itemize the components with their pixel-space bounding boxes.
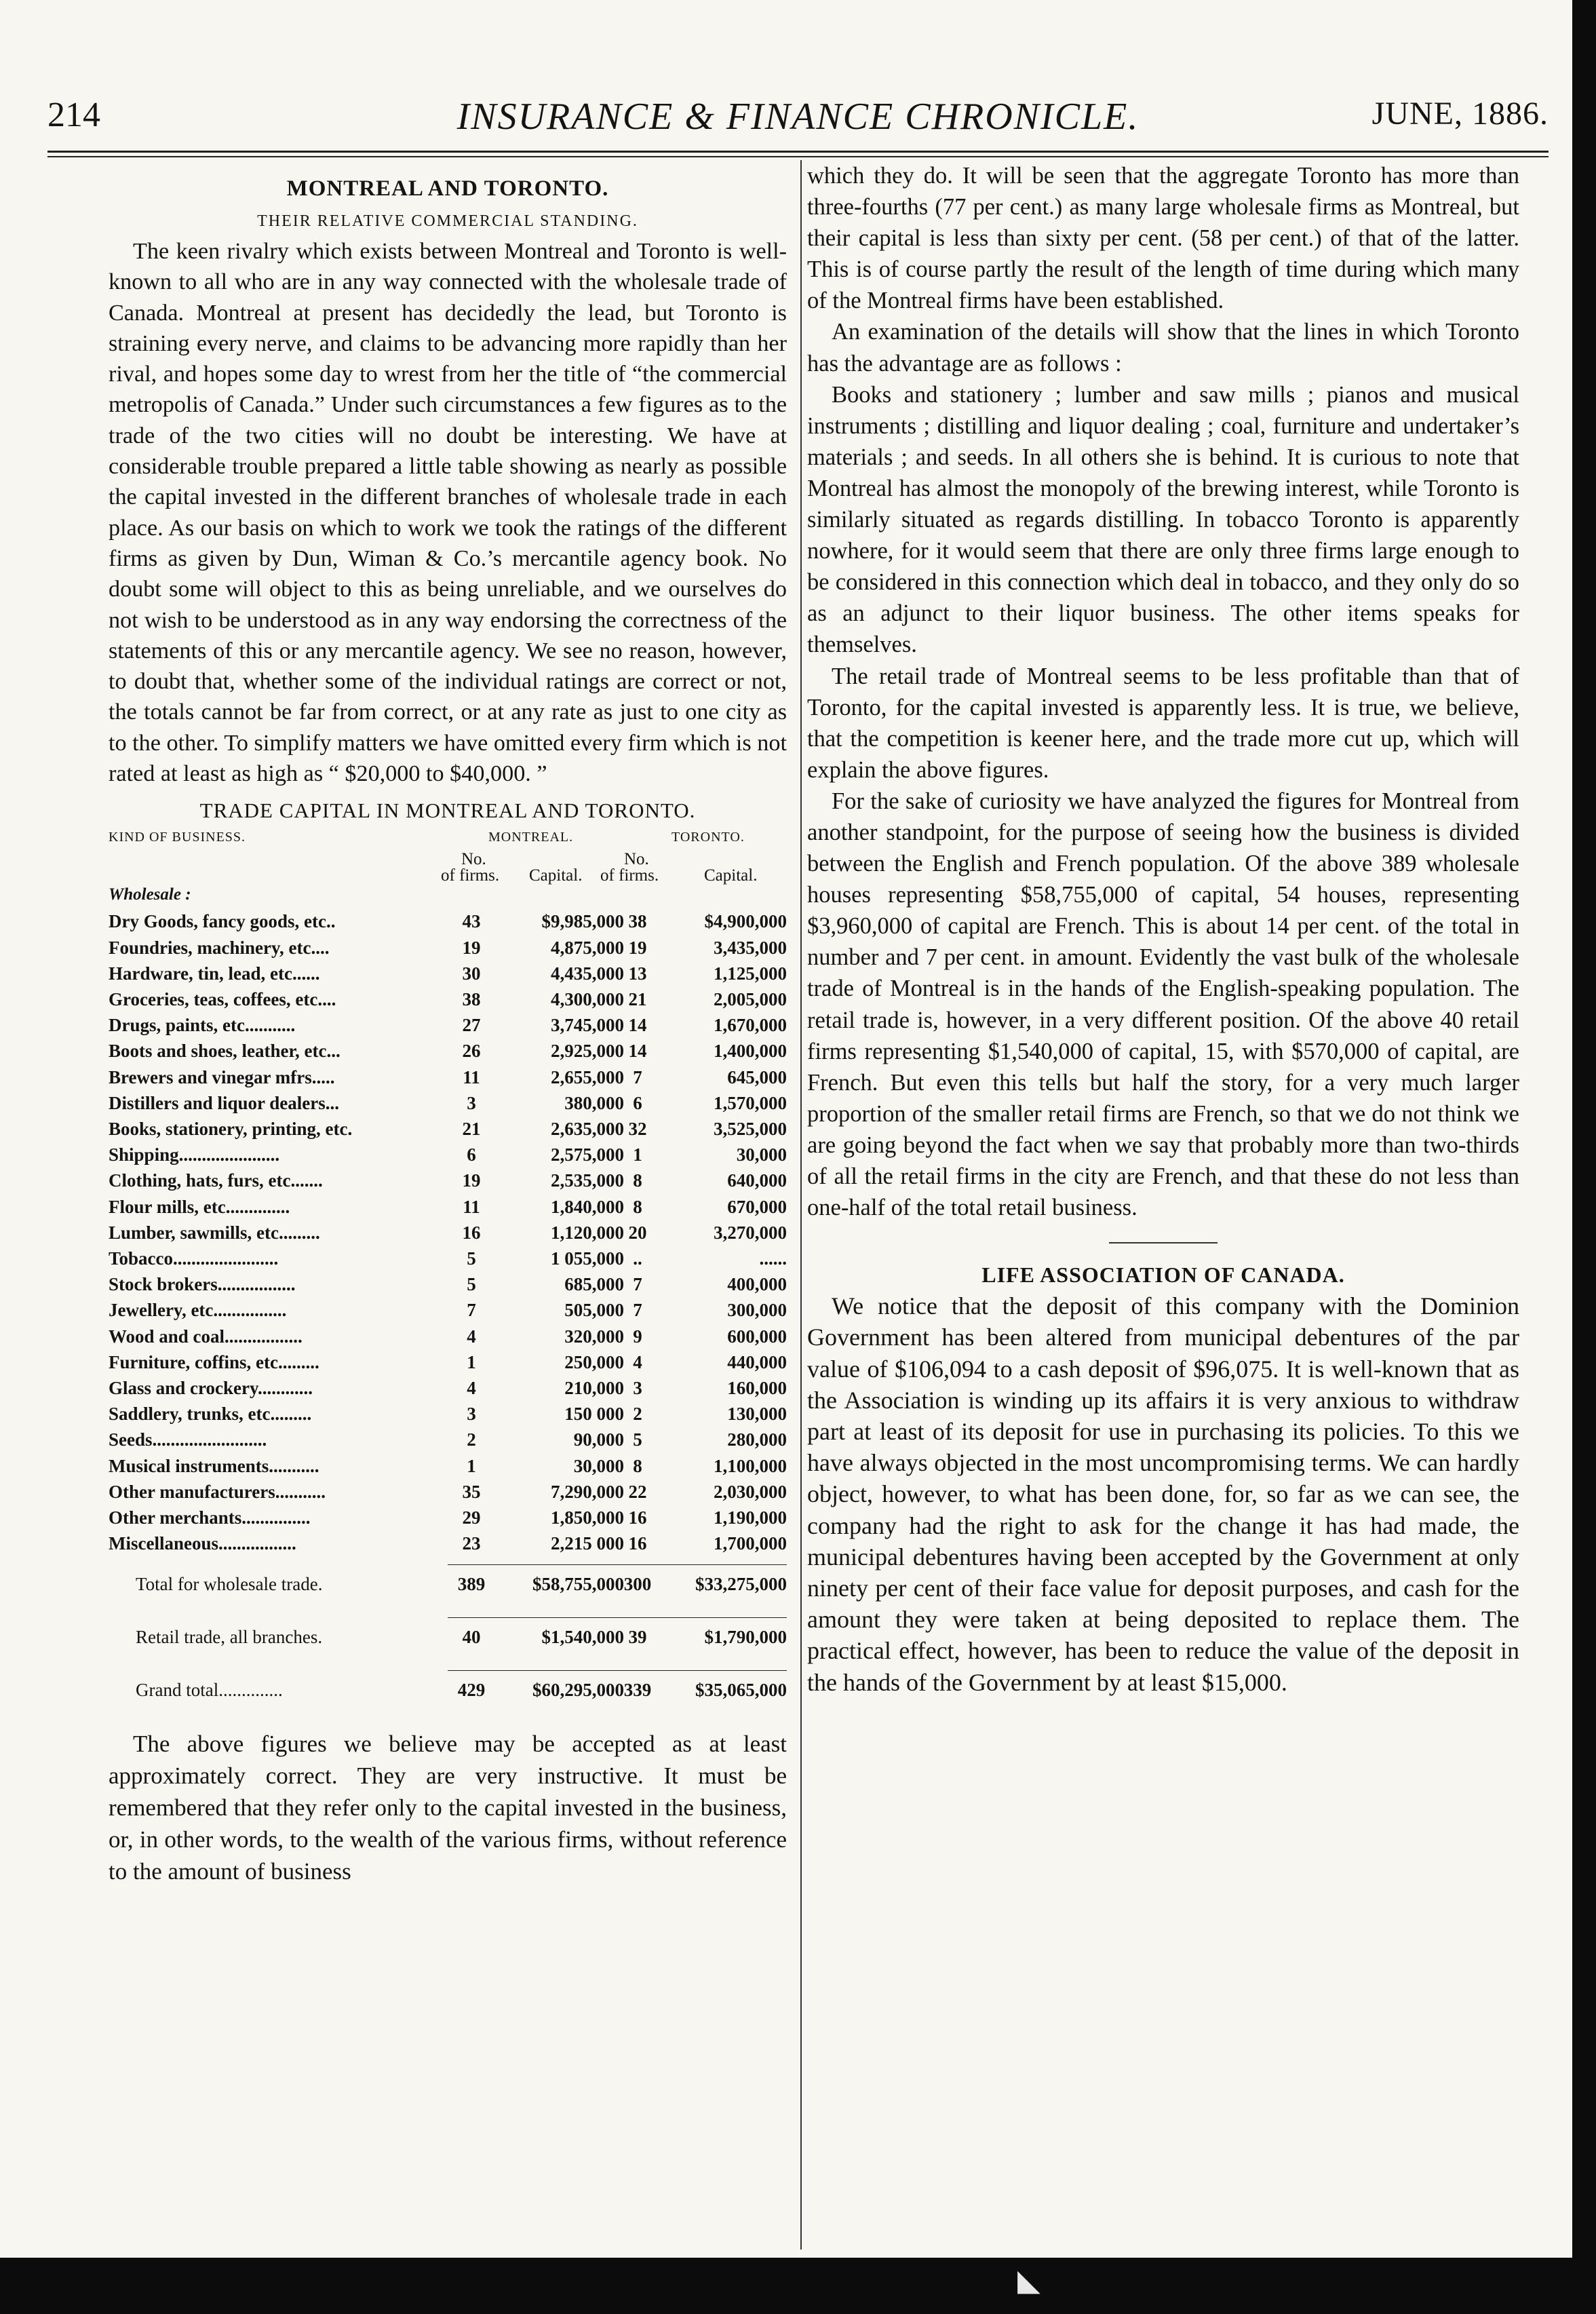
cell-m-capital: 150 000 [564,1404,624,1425]
total-cell-kind: Retail trade, all branches. [136,1627,323,1648]
cell-m-firms: 43 [462,911,481,932]
table-row [109,1326,787,1352]
right-paragraph-1: which they do. It will be seen that the aggregate Toronto has more than three-fourths (77 per cent.) as many large wholesale firms as Montreal, but their capital is less than sixty per cent. (58 per cent.) of that of the latter. This is of course partly the result of the length of time during which many of the Montreal firms have been established. [807,163,1519,314]
section-divider [1109,1242,1218,1243]
table-row [109,1067,787,1093]
article2-title: LIFE ASSOCIATION OF CANADA. [981,1262,1345,1288]
cell-kind: Stock brokers................. [109,1274,296,1295]
total-cell-m-capital: $58,755,000 [532,1574,624,1595]
cell-m-firms: 5 [467,1248,476,1269]
cell-kind: Dry Goods, fancy goods, etc.. [109,911,336,932]
cell-t-capital: $4,900,000 [704,911,787,932]
cell-t-firms: 7 [633,1066,642,1087]
cell-m-firms: 30 [462,963,481,984]
cell-t-firms: 2 [633,1404,642,1425]
cell-kind: Wood and coal................. [109,1326,303,1347]
total-row [109,1574,787,1601]
total-cell-t-capital: $35,065,000 [695,1680,787,1701]
cell-kind: Musical instruments........... [109,1455,319,1476]
table-row [109,1015,787,1041]
cell-m-capital: 2,635,000 [551,1118,624,1139]
cell-m-firms: 11 [463,1196,480,1217]
right-paragraph-4: The retail trade of Montreal seems to be less profitable than that of Toronto, for the capital invested is apparently less. It is true, we believe, that the competition is keener here, and the trade more cut up, which will explain the above figures. [807,663,1519,783]
cell-kind: Clothing, hats, furs, etc....... [109,1170,323,1191]
table-row [109,1248,787,1274]
cell-kind: Books, stationery, printing, etc. [109,1118,353,1139]
cell-m-capital: 90,000 [573,1429,624,1450]
wholesale-section-label: Wholesale : [109,885,191,904]
cell-m-capital: 2,925,000 [551,1041,624,1062]
cell-t-capital: 600,000 [727,1326,787,1347]
table-row [109,1507,787,1533]
total-cell-t-firms: 300 [623,1574,652,1595]
article-subtitle: THEIR RELATIVE COMMERCIAL STANDING. [257,212,638,230]
article-title: MONTREAL AND TORONTO. [286,176,609,201]
cell-t-capital: 670,000 [727,1196,787,1217]
issue-date: JUNE, 1886. [1371,96,1549,132]
total-cell-t-capital: $1,790,000 [704,1627,787,1648]
cell-t-firms: 20 [628,1222,647,1243]
cell-m-capital: 3,745,000 [551,1015,624,1036]
cell-kind: Flour mills, etc.............. [109,1196,290,1217]
cell-m-firms: 4 [467,1377,476,1398]
cell-t-capital: 130,000 [727,1404,787,1425]
table-row [109,1197,787,1222]
cell-t-capital: 3,270,000 [714,1222,787,1243]
cell-m-capital: 2,535,000 [551,1170,624,1191]
cell-t-firms: 32 [628,1118,647,1139]
cell-m-capital: $9,985,000 [541,911,624,932]
article2-body: We notice that the deposit of this company with the Dominion Government has been altered from municipal debentures of the par value of $106,094 to a cash deposit of $96,075. It is well-known that as the Association is winding up its affairs it is very anxious to withdraw part at least of its deposit for use in purchasing its policies. To this we have always objected in the most uncompromising terms. We can hardly object, however, to what has been done, for, so far as we can see, the company had the right to ask for the change it has had made, the municipal debentures having been accepted by the Government at only ninety per cent of their face value for deposit purposes, and cash for the amount they were taken at being deposited to replace them. The practical effect, however, has been to reduce the value of the deposit in the hands of the Government by at least $15,000. [807,1292,1519,1696]
table-row [109,1456,787,1482]
cell-m-firms: 5 [467,1274,476,1295]
cell-kind: Jewellery, etc................ [109,1300,287,1321]
cell-t-capital: 30,000 [736,1144,787,1165]
table-row [109,1222,787,1248]
total-cell-m-firms: 40 [462,1627,481,1648]
scan-edge-bottom [0,2258,1596,2314]
cell-m-firms: 38 [462,988,481,1009]
cell-t-capital: 1,700,000 [714,1533,787,1554]
col-kind-header: KIND OF BUSINESS. [109,830,246,845]
cell-kind: Lumber, sawmills, etc......... [109,1222,320,1243]
cell-m-firms: 1 [467,1455,476,1476]
cell-t-firms: 16 [628,1507,647,1528]
total-cell-kind: Total for wholesale trade. [136,1574,323,1595]
cell-kind: Other manufacturers........... [109,1481,326,1502]
cell-m-capital: 250,000 [564,1351,624,1372]
cell-m-capital: 380,000 [564,1092,624,1113]
cell-kind: Other merchants............... [109,1507,311,1528]
total-cell-t-capital: $33,275,000 [695,1574,787,1595]
running-title: INSURANCE & FINANCE CHRONICLE. [456,96,1140,138]
cell-kind: Furniture, coffins, etc......... [109,1351,319,1372]
right-paragraph-5: For the sake of curiosity we have analyzed the figures for Montreal from another standpoint, for the purpose of seeing how the business is divided between the English and French population. Of the above 389 wholesale houses representing $58,755,000 of capital, 54 houses, representing $3,960,000 of capital are French. This is about 14 per cent. of the total in number and 7 per cent. in amount. Evidently the vast bulk of the wholesale trade of Montreal is in the hands of the English-speaking population. The retail trade is, however, in a very different position. Of the above 40 retail firms representing $1,540,000 of capital, 15, with $570,000 of capital, are French. But even this tells but half the story, for a very much larger proportion of the smaller retail firms are French, so that we do not think we are going beyond the fact when we say that probably more than two-thirds of all the retail firms in the city are French, and that these do not less than one-half of the total retail business. [807,788,1519,1221]
cell-t-capital: 2,005,000 [714,988,787,1009]
toronto-no-header: No. [624,850,649,869]
cell-m-firms: 29 [462,1507,481,1528]
cell-t-capital: 3,435,000 [714,937,787,958]
table-row [109,1378,787,1404]
table-row [109,989,787,1015]
cell-t-capital: 440,000 [727,1351,787,1372]
cell-m-capital: 320,000 [564,1326,624,1347]
table-row [109,911,787,937]
cell-t-firms: 21 [628,988,647,1009]
total-row [109,1627,787,1654]
total-cell-m-capital: $60,295,000 [532,1680,624,1701]
toronto-capital-header: Capital. [704,866,758,885]
column-divider [800,160,802,2250]
cell-m-capital: 4,300,000 [551,988,624,1009]
cell-m-firms: 2 [467,1429,476,1450]
cell-t-firms: 8 [633,1455,642,1476]
col-montreal-header: MONTREAL. [488,830,574,845]
cell-t-firms: 16 [628,1533,647,1554]
table-row [109,963,787,989]
cell-m-firms: 27 [462,1015,481,1036]
cell-kind: Shipping...................... [109,1144,280,1165]
table-row [109,1300,787,1326]
cell-t-firms: 6 [633,1092,642,1113]
cell-t-firms: 13 [628,963,647,984]
cell-m-firms: 16 [462,1222,481,1243]
montreal-no-header: No. [461,850,486,869]
table-row [109,1352,787,1378]
cell-t-capital: 1,125,000 [714,963,787,984]
cell-m-firms: 3 [467,1404,476,1425]
cell-m-firms: 23 [462,1533,481,1554]
cell-m-firms: 4 [467,1326,476,1347]
table-row [109,1274,787,1300]
col-toronto-header: TORONTO. [672,830,745,845]
cell-m-firms: 3 [467,1092,476,1113]
cell-t-firms: 22 [628,1481,647,1502]
cell-t-capital: 2,030,000 [714,1481,787,1502]
table-row [109,1404,787,1429]
cell-t-capital: 645,000 [727,1066,787,1087]
cell-kind: Hardware, tin, lead, etc...... [109,963,320,984]
cell-m-capital: 1 055,000 [551,1248,624,1269]
right-paragraph-2: An examination of the details will show that the lines in which Toronto has the advantage are as follows : [807,319,1519,377]
header-rule [47,151,1549,153]
montreal-capital-header: Capital. [529,866,583,885]
cell-t-firms: 8 [633,1170,642,1191]
cell-m-capital: 2,215 000 [551,1533,624,1554]
cell-kind: Glass and crockery............ [109,1377,313,1398]
total-cell-m-firms: 389 [457,1574,486,1595]
table-title: TRADE CAPITAL IN MONTREAL AND TORONTO. [199,798,696,823]
cell-t-firms: 9 [633,1326,642,1347]
total-rule [448,1670,787,1671]
page-number: 214 [47,96,100,134]
trade-capital-table [109,823,787,1729]
cell-t-firms: 14 [628,1041,647,1062]
table-row [109,1119,787,1144]
cell-t-firms: .. [633,1248,642,1269]
total-row [109,1680,787,1707]
cell-kind: Brewers and vinegar mfrs..... [109,1066,335,1087]
cell-m-capital: 4,875,000 [551,937,624,958]
cell-m-firms: 19 [462,1170,481,1191]
total-rule [448,1564,787,1565]
cell-kind: Groceries, teas, coffees, etc.... [109,988,336,1009]
cell-m-firms: 11 [463,1066,480,1087]
cell-kind: Foundries, machinery, etc.... [109,937,330,958]
cell-m-capital: 2,575,000 [551,1144,624,1165]
cell-t-capital: 400,000 [727,1274,787,1295]
total-rule [448,1617,787,1618]
cell-m-firms: 6 [467,1144,476,1165]
right-paragraph-3: Books and stationery ; lumber and saw mills ; pianos and musical instruments ; distilling and liquor dealing ; coal, furniture and undertaker’s materials ; and seeds. In all others she is behind. It is curious to note that Montreal has almost the monopoly of the brewing interest, while Toronto is similarly situated as regards distilling. In tobacco Toronto is apparently nowhere, for it would seem that there are only three firms large enough to be considered in this connection which deal in tobacco, and they only do so as an adjunct to their liquor business. The other items speaks for themselves. [807,381,1519,658]
cell-m-firms: 7 [467,1300,476,1321]
left-column [109,160,787,1887]
cell-t-capital: 1,190,000 [714,1507,787,1528]
after-table-paragraph: The above figures we believe may be accepted as at least approximately correct. They are very instructive. It must be remembered that they refer only to the capital invested in the business, or, in other words, to the wealth of the various firms, without reference to the amount of business [109,1731,787,1885]
cell-t-capital: 1,670,000 [714,1015,787,1036]
cell-m-capital: 2,655,000 [551,1066,624,1087]
cell-t-firms: 8 [633,1196,642,1217]
cell-t-capital: 1,570,000 [714,1092,787,1113]
cell-m-capital: 1,120,000 [551,1222,624,1243]
cell-t-capital: ...... [759,1248,787,1269]
table-row [109,1429,787,1455]
cell-t-firms: 4 [633,1351,642,1372]
cell-m-capital: 1,850,000 [551,1507,624,1528]
cell-kind: Saddlery, trunks, etc......... [109,1404,312,1425]
cell-t-capital: 300,000 [727,1300,787,1321]
cell-kind: Drugs, paints, etc........... [109,1015,296,1036]
cell-m-capital: 1,840,000 [551,1196,624,1217]
cell-t-capital: 280,000 [727,1429,787,1450]
total-cell-m-capital: $1,540,000 [541,1627,624,1648]
cell-m-firms: 19 [462,937,481,958]
scan-edge-right [1572,0,1596,2314]
cell-m-capital: 685,000 [564,1274,624,1295]
cell-t-firms: 1 [633,1144,642,1165]
cell-m-capital: 210,000 [564,1377,624,1398]
scan-speck-icon: ◣ [1017,2264,1040,2297]
cell-t-firms: 38 [628,911,647,932]
article-intro: The keen rivalry which exists between Montreal and Toronto is well-known to all who are in any way connected with the wholesale trade of Canada. Montreal at present has decidedly the lead, but Toronto is straining every nerve, and claims to be advancing more rapidly than her rival, and hopes some day to wrest from her the title of “the commercial metropolis of Canada.” Under such circumstances a few figures as to the trade of the two cities will no doubt be interesting. We have at considerable trouble prepared a little table showing as nearly as possible the capital invested in the different branches of wholesale trade in each place. As our basis on which to work we took the ratings of the different firms as given by Dun, Wiman & Co.’s mercantile agency book. No doubt some will object to this as being unreliable, and we ourselves do not wish to be understood as in any way endorsing the correctness of the statements of this or any mercantile agency. We see no reason, however, to doubt that, whether some of the individual ratings are correct or not, the totals cannot be far from correct, or at any rate as just to one city as to the other. To simplify matters we have omitted every firm which is not rated at least as high as “ $20,000 to $40,000. ” [109,239,787,787]
cell-m-firms: 26 [462,1041,481,1062]
cell-t-capital: 640,000 [727,1170,787,1191]
table-row [109,1041,787,1066]
cell-m-capital: 505,000 [564,1300,624,1321]
total-cell-kind: Grand total.............. [136,1680,283,1701]
cell-t-capital: 1,100,000 [714,1455,787,1476]
table-row [109,1170,787,1196]
cell-kind: Miscellaneous................. [109,1533,296,1554]
cell-t-firms: 14 [628,1015,647,1036]
cell-t-capital: 1,400,000 [714,1041,787,1062]
total-cell-m-firms: 429 [457,1680,486,1701]
header-rule-thin [47,156,1549,157]
table-row [109,1144,787,1170]
total-cell-t-firms: 339 [623,1680,652,1701]
cell-t-capital: 160,000 [727,1377,787,1398]
cell-m-capital: 4,435,000 [551,963,624,984]
cell-kind: Tobacco....................... [109,1248,279,1269]
table-row [109,1482,787,1507]
cell-kind: Boots and shoes, leather, etc... [109,1041,340,1062]
cell-t-firms: 7 [633,1300,642,1321]
cell-t-firms: 5 [633,1429,642,1450]
cell-m-firms: 35 [462,1481,481,1502]
cell-m-capital: 7,290,000 [551,1481,624,1502]
toronto-firms-header: of firms. [600,866,659,885]
cell-kind: Distillers and liquor dealers... [109,1092,340,1113]
table-row [109,938,787,963]
table-row [109,1533,787,1559]
cell-m-firms: 21 [462,1118,481,1139]
cell-t-firms: 7 [633,1274,642,1295]
right-column [807,160,1519,1698]
table-row [109,1093,787,1119]
cell-kind: Seeds......................... [109,1429,267,1450]
cell-m-capital: 30,000 [573,1455,624,1476]
cell-t-firms: 3 [633,1377,642,1398]
cell-t-firms: 19 [628,937,647,958]
montreal-firms-header: of firms. [441,866,500,885]
page-header [47,95,1549,149]
cell-m-firms: 1 [467,1351,476,1372]
cell-t-capital: 3,525,000 [714,1118,787,1139]
total-cell-t-firms: 39 [628,1627,647,1648]
